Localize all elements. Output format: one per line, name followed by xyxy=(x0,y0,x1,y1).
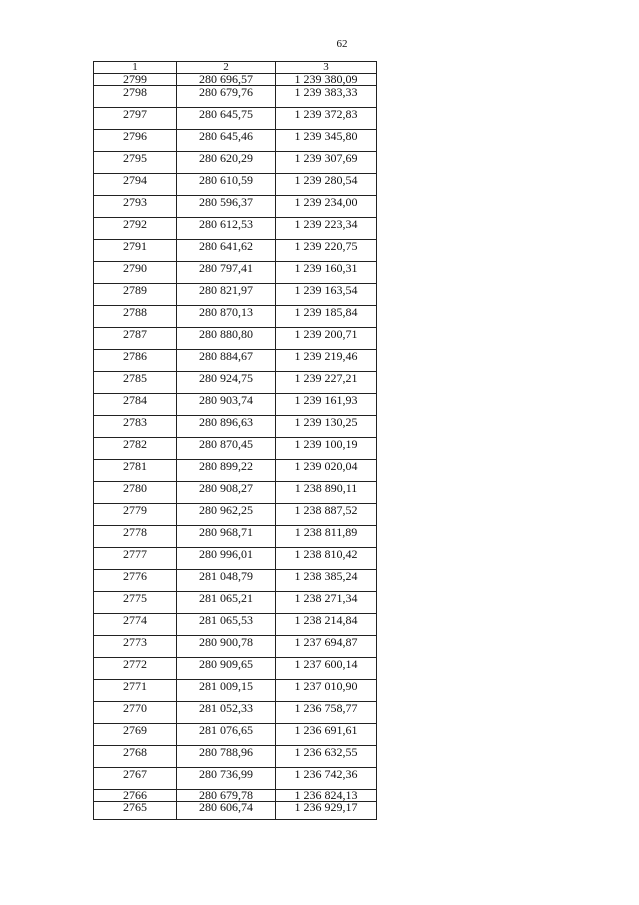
table-row xyxy=(94,372,377,394)
y-coordinate-cell: 1 239 020,04 xyxy=(276,460,377,482)
x-coordinate-cell: 280 788,96 xyxy=(177,746,276,768)
x-coordinate-cell: 280 924,75 xyxy=(177,372,276,394)
x-coordinate-cell: 280 696,57 xyxy=(177,74,276,86)
table-row xyxy=(94,108,377,130)
point-number-cell: 2776 xyxy=(94,570,177,592)
x-coordinate-cell: 281 076,65 xyxy=(177,724,276,746)
y-coordinate-cell: 1 236 632,55 xyxy=(276,746,377,768)
table-row xyxy=(94,592,377,614)
x-coordinate-cell: 280 996,01 xyxy=(177,548,276,570)
point-number-cell: 2783 xyxy=(94,416,177,438)
point-number-cell: 2770 xyxy=(94,702,177,724)
y-coordinate-cell: 1 239 100,19 xyxy=(276,438,377,460)
point-number-cell: 2791 xyxy=(94,240,177,262)
point-number-cell: 2777 xyxy=(94,548,177,570)
y-coordinate-cell: 1 239 380,09 xyxy=(276,74,377,86)
y-coordinate-cell: 1 239 160,31 xyxy=(276,262,377,284)
table-row xyxy=(94,438,377,460)
table-row xyxy=(94,86,377,108)
point-number-cell: 2781 xyxy=(94,460,177,482)
x-coordinate-cell: 280 880,80 xyxy=(177,328,276,350)
x-coordinate-cell: 280 679,78 xyxy=(177,790,276,802)
table-row xyxy=(94,262,377,284)
table-row xyxy=(94,702,377,724)
y-coordinate-cell: 1 238 890,11 xyxy=(276,482,377,504)
table-row xyxy=(94,802,377,820)
x-coordinate-cell: 280 610,59 xyxy=(177,174,276,196)
y-coordinate-cell: 1 236 742,36 xyxy=(276,768,377,790)
point-number-cell: 2799 xyxy=(94,74,177,86)
y-coordinate-cell: 1 239 219,46 xyxy=(276,350,377,372)
column-header-1: 1 xyxy=(94,62,177,74)
column-header-3: 3 xyxy=(276,62,377,74)
table-row xyxy=(94,614,377,636)
y-coordinate-cell: 1 238 271,34 xyxy=(276,592,377,614)
y-coordinate-cell: 1 239 234,00 xyxy=(276,196,377,218)
y-coordinate-cell: 1 238 887,52 xyxy=(276,504,377,526)
table-row xyxy=(94,130,377,152)
y-coordinate-cell: 1 239 163,54 xyxy=(276,284,377,306)
x-coordinate-cell: 280 870,13 xyxy=(177,306,276,328)
point-number-cell: 2768 xyxy=(94,746,177,768)
table-row xyxy=(94,658,377,680)
table-row xyxy=(94,768,377,790)
table-row xyxy=(94,460,377,482)
x-coordinate-cell: 280 903,74 xyxy=(177,394,276,416)
y-coordinate-cell: 1 238 385,24 xyxy=(276,570,377,592)
y-coordinate-cell: 1 239 227,21 xyxy=(276,372,377,394)
y-coordinate-cell: 1 239 383,33 xyxy=(276,86,377,108)
table-row xyxy=(94,680,377,702)
table-row xyxy=(94,504,377,526)
y-coordinate-cell: 1 239 280,54 xyxy=(276,174,377,196)
table-row xyxy=(94,416,377,438)
y-coordinate-cell: 1 239 200,71 xyxy=(276,328,377,350)
x-coordinate-cell: 280 736,99 xyxy=(177,768,276,790)
table-row xyxy=(94,636,377,658)
x-coordinate-cell: 280 900,78 xyxy=(177,636,276,658)
point-number-cell: 2784 xyxy=(94,394,177,416)
point-number-cell: 2794 xyxy=(94,174,177,196)
y-coordinate-cell: 1 239 220,75 xyxy=(276,240,377,262)
table-body xyxy=(94,74,377,820)
x-coordinate-cell: 280 679,76 xyxy=(177,86,276,108)
point-number-cell: 2795 xyxy=(94,152,177,174)
x-coordinate-cell: 280 909,65 xyxy=(177,658,276,680)
table-row xyxy=(94,152,377,174)
table-row xyxy=(94,482,377,504)
y-coordinate-cell: 1 239 223,34 xyxy=(276,218,377,240)
y-coordinate-cell: 1 238 811,89 xyxy=(276,526,377,548)
x-coordinate-cell: 280 620,29 xyxy=(177,152,276,174)
table-row xyxy=(94,394,377,416)
y-coordinate-cell: 1 236 758,77 xyxy=(276,702,377,724)
column-header-2: 2 xyxy=(177,62,276,74)
x-coordinate-cell: 281 009,15 xyxy=(177,680,276,702)
x-coordinate-cell: 280 908,27 xyxy=(177,482,276,504)
point-number-cell: 2782 xyxy=(94,438,177,460)
point-number-cell: 2769 xyxy=(94,724,177,746)
point-number-cell: 2771 xyxy=(94,680,177,702)
x-coordinate-cell: 281 052,33 xyxy=(177,702,276,724)
y-coordinate-cell: 1 237 010,90 xyxy=(276,680,377,702)
y-coordinate-cell: 1 236 824,13 xyxy=(276,790,377,802)
point-number-cell: 2793 xyxy=(94,196,177,218)
y-coordinate-cell: 1 239 130,25 xyxy=(276,416,377,438)
point-number-cell: 2792 xyxy=(94,218,177,240)
page-number: 62 xyxy=(336,38,348,50)
point-number-cell: 2766 xyxy=(94,790,177,802)
point-number-cell: 2789 xyxy=(94,284,177,306)
x-coordinate-cell: 280 821,97 xyxy=(177,284,276,306)
table-row xyxy=(94,284,377,306)
point-number-cell: 2773 xyxy=(94,636,177,658)
table-row xyxy=(94,306,377,328)
table-row xyxy=(94,240,377,262)
x-coordinate-cell: 280 596,37 xyxy=(177,196,276,218)
point-number-cell: 2778 xyxy=(94,526,177,548)
x-coordinate-cell: 280 968,71 xyxy=(177,526,276,548)
y-coordinate-cell: 1 237 694,87 xyxy=(276,636,377,658)
x-coordinate-cell: 280 606,74 xyxy=(177,802,276,820)
point-number-cell: 2797 xyxy=(94,108,177,130)
y-coordinate-cell: 1 239 161,93 xyxy=(276,394,377,416)
point-number-cell: 2786 xyxy=(94,350,177,372)
point-number-cell: 2787 xyxy=(94,328,177,350)
table-row xyxy=(94,548,377,570)
x-coordinate-cell: 281 048,79 xyxy=(177,570,276,592)
x-coordinate-cell: 280 645,46 xyxy=(177,130,276,152)
x-coordinate-cell: 280 962,25 xyxy=(177,504,276,526)
x-coordinate-cell: 280 797,41 xyxy=(177,262,276,284)
point-number-cell: 2772 xyxy=(94,658,177,680)
x-coordinate-cell: 280 870,45 xyxy=(177,438,276,460)
coordinates-table xyxy=(93,61,377,820)
table-row xyxy=(94,570,377,592)
table-row xyxy=(94,218,377,240)
x-coordinate-cell: 280 899,22 xyxy=(177,460,276,482)
y-coordinate-cell: 1 239 307,69 xyxy=(276,152,377,174)
y-coordinate-cell: 1 239 345,80 xyxy=(276,130,377,152)
table-row xyxy=(94,174,377,196)
x-coordinate-cell: 281 065,53 xyxy=(177,614,276,636)
point-number-cell: 2788 xyxy=(94,306,177,328)
point-number-cell: 2774 xyxy=(94,614,177,636)
y-coordinate-cell: 1 239 372,83 xyxy=(276,108,377,130)
x-coordinate-cell: 280 896,63 xyxy=(177,416,276,438)
table-row xyxy=(94,328,377,350)
table-row xyxy=(94,746,377,768)
point-number-cell: 2779 xyxy=(94,504,177,526)
table-row xyxy=(94,350,377,372)
point-number-cell: 2765 xyxy=(94,802,177,820)
y-coordinate-cell: 1 236 691,61 xyxy=(276,724,377,746)
table-row xyxy=(94,196,377,218)
x-coordinate-cell: 280 641,62 xyxy=(177,240,276,262)
point-number-cell: 2798 xyxy=(94,86,177,108)
y-coordinate-cell: 1 238 214,84 xyxy=(276,614,377,636)
x-coordinate-cell: 280 645,75 xyxy=(177,108,276,130)
y-coordinate-cell: 1 238 810,42 xyxy=(276,548,377,570)
point-number-cell: 2785 xyxy=(94,372,177,394)
x-coordinate-cell: 280 612,53 xyxy=(177,218,276,240)
point-number-cell: 2767 xyxy=(94,768,177,790)
y-coordinate-cell: 1 237 600,14 xyxy=(276,658,377,680)
y-coordinate-cell: 1 236 929,17 xyxy=(276,802,377,820)
table-row xyxy=(94,526,377,548)
point-number-cell: 2790 xyxy=(94,262,177,284)
point-number-cell: 2780 xyxy=(94,482,177,504)
table-row xyxy=(94,724,377,746)
point-number-cell: 2796 xyxy=(94,130,177,152)
table-row xyxy=(94,74,377,86)
x-coordinate-cell: 281 065,21 xyxy=(177,592,276,614)
x-coordinate-cell: 280 884,67 xyxy=(177,350,276,372)
y-coordinate-cell: 1 239 185,84 xyxy=(276,306,377,328)
point-number-cell: 2775 xyxy=(94,592,177,614)
